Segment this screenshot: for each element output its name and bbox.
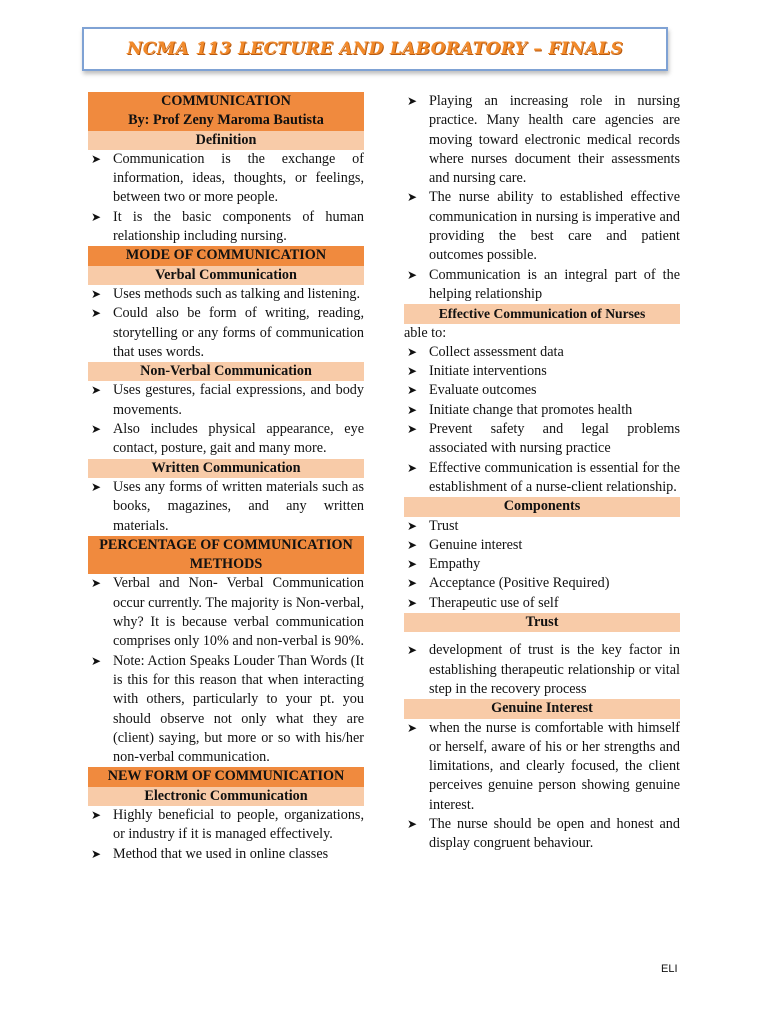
- arrow-bullet-icon: ➤: [91, 286, 102, 301]
- footer-author-mark: ELI: [661, 963, 678, 975]
- arrow-bullet-icon: ➤: [407, 267, 418, 282]
- document-title: NCMA 113 LECTURE AND LABORATORY – FINALS: [126, 39, 624, 59]
- trust-list: [404, 641, 680, 699]
- bullet-item: [88, 806, 364, 845]
- subheader-components: Components: [404, 497, 680, 516]
- bullet-item: [404, 401, 680, 420]
- bullet-text: Also includes physical appearance, eye contact, posture, gait and many more.: [113, 421, 364, 457]
- bullet-text: Genuine interest: [429, 536, 523, 553]
- bullet-item: [88, 574, 364, 651]
- arrow-bullet-icon: ➤: [407, 537, 418, 552]
- arrow-bullet-icon: ➤: [91, 151, 102, 166]
- arrow-bullet-icon: ➤: [407, 383, 418, 398]
- header-title: COMMUNICATION: [161, 93, 291, 109]
- section-header-new-form: NEW FORM OF COMMUNICATION: [88, 767, 364, 786]
- arrow-bullet-icon: ➤: [407, 364, 418, 379]
- arrow-bullet-icon: ➤: [91, 576, 102, 591]
- bullet-text: Method that we used in online classes: [113, 845, 329, 862]
- bullet-item: [88, 208, 364, 247]
- percentage-list: [88, 574, 364, 767]
- bullet-item: [88, 381, 364, 420]
- arrow-bullet-icon: ➤: [407, 402, 418, 417]
- arrow-bullet-icon: ➤: [407, 643, 418, 658]
- bullet-text: Note: Action Speaks Louder Than Words (It is this for this reason that when interacting with others, particularly to your pt. you should observe not only what they are (client) saying, but more or so with his/her non-verbal communication.: [113, 652, 364, 766]
- subheader-written: Written Communication: [88, 459, 364, 478]
- bullet-text: Effective communication is essential for the establishment of a nurse-client relationship.: [429, 459, 680, 495]
- arrow-bullet-icon: ➤: [91, 653, 102, 668]
- bullet-item: [404, 343, 680, 362]
- subheader-genuine-interest: Genuine Interest: [404, 699, 680, 718]
- subheader-effective-communication: Effective Communication of Nurses: [404, 304, 680, 323]
- bullet-item: [404, 815, 680, 854]
- bullet-item: [404, 420, 680, 459]
- bullet-text: Initiate change that promotes health: [429, 401, 633, 418]
- arrow-bullet-icon: ➤: [407, 595, 418, 610]
- electronic-continued-list: [404, 92, 680, 304]
- written-list: [88, 478, 364, 536]
- arrow-bullet-icon: ➤: [91, 807, 102, 822]
- arrow-bullet-icon: ➤: [91, 479, 102, 494]
- bullet-item: [404, 266, 680, 305]
- bullet-text: Initiate interventions: [429, 363, 547, 380]
- bullet-item: [404, 188, 680, 265]
- subheader-trust: Trust: [404, 613, 680, 632]
- bullet-item: [88, 304, 364, 362]
- bullet-text: Could also be form of writing, reading, storytelling or any forms of communication that uses words.: [113, 305, 364, 360]
- bullet-item: [88, 285, 364, 304]
- verbal-list: [88, 285, 364, 362]
- bullet-text: Trust: [429, 517, 459, 534]
- bullet-text: Empathy: [429, 556, 481, 573]
- bullet-text: The nurse ability to established effective communication in nursing is imperative and providing the best care and patient outcomes possible.: [429, 189, 680, 264]
- bullet-item: [404, 92, 680, 188]
- bullet-item: [404, 536, 680, 555]
- bullet-text: Verbal and Non- Verbal Communication occur currently. The majority is Non-verbal, why? It is because verbal communication comprises only 10% and non-verbal is 90%.: [113, 575, 364, 650]
- definition-list: [88, 150, 364, 246]
- bullet-text: Acceptance (Positive Required): [429, 575, 610, 592]
- arrow-bullet-icon: ➤: [407, 720, 418, 735]
- bullet-text: The nurse should be open and honest and display congruent behaviour.: [429, 815, 680, 852]
- bullet-text: Prevent safety and legal problems associated with nursing practice: [429, 421, 680, 457]
- electronic-list: [88, 806, 364, 864]
- bullet-text: Highly beneficial to people, organizations, or industry if it is managed effectively.: [113, 806, 364, 843]
- bullet-item: [88, 150, 364, 208]
- bullet-text: Uses any forms of written materials such as books, magazines, and any written materials.: [113, 478, 364, 534]
- arrow-bullet-icon: ➤: [407, 557, 418, 572]
- arrow-bullet-icon: ➤: [91, 209, 102, 224]
- bullet-text: Uses gestures, facial expressions, and body movements.: [113, 382, 364, 418]
- bullet-item: [404, 362, 680, 381]
- effective-intro: able to:: [404, 324, 447, 341]
- effective-list: [404, 343, 680, 497]
- arrow-bullet-icon: ➤: [407, 816, 418, 831]
- arrow-bullet-icon: ➤: [407, 190, 418, 205]
- arrow-bullet-icon: ➤: [91, 422, 102, 437]
- title-box: [82, 27, 668, 71]
- section-header-mode: MODE OF COMMUNICATION: [88, 246, 364, 265]
- arrow-bullet-icon: ➤: [407, 576, 418, 591]
- bullet-item: [404, 555, 680, 574]
- bullet-item: [88, 845, 364, 864]
- bullet-item: [88, 478, 364, 536]
- header-author: By: Prof Zeny Maroma Bautista: [128, 112, 324, 129]
- arrow-bullet-icon: ➤: [407, 518, 418, 533]
- bullet-item: [404, 517, 680, 536]
- bullet-item: [404, 641, 680, 699]
- subheader-verbal: Verbal Communication: [88, 266, 364, 285]
- bullet-text: Collect assessment data: [429, 343, 564, 360]
- bullet-text: Playing an increasing role in nursing practice. Many health care agencies are moving toward electronic medical records where nurses document their assessments and nursing care.: [429, 93, 680, 187]
- bullet-text: It is the basic components of human relationship including nursing.: [113, 208, 364, 245]
- bullet-item: [404, 594, 680, 613]
- arrow-bullet-icon: ➤: [91, 846, 102, 861]
- section-header-communication: [88, 92, 364, 131]
- bullet-text: Therapeutic use of self: [429, 594, 559, 611]
- arrow-bullet-icon: ➤: [407, 422, 418, 437]
- section-header-percentage: PERCENTAGE OF COMMUNICATION METHODS: [88, 536, 364, 575]
- arrow-bullet-icon: ➤: [407, 94, 418, 108]
- arrow-bullet-icon: ➤: [91, 306, 102, 321]
- bullet-text: when the nurse is comfortable with himself or herself, aware of his or her strengths and limitations, and clearly focused, the client perceives genuine person showing genuine interest.: [429, 719, 680, 813]
- arrow-bullet-icon: ➤: [407, 344, 418, 359]
- bullet-item: [88, 652, 364, 768]
- bullet-item: [404, 574, 680, 593]
- right-column: [404, 92, 680, 854]
- bullet-text: Communication is the exchange of information, ideas, thoughts, or feelings, between two or more people.: [113, 150, 364, 206]
- genuine-interest-list: [404, 719, 680, 854]
- subheader-electronic: Electronic Communication: [88, 787, 364, 806]
- arrow-bullet-icon: ➤: [91, 383, 102, 398]
- nonverbal-list: [88, 381, 364, 458]
- arrow-bullet-icon: ➤: [407, 460, 418, 475]
- subheader-nonverbal: Non-Verbal Communication: [88, 362, 364, 381]
- bullet-item: [88, 420, 364, 459]
- bullet-item: [404, 459, 680, 498]
- bullet-text: Evaluate outcomes: [429, 382, 537, 399]
- components-list: [404, 517, 680, 613]
- spacer: [404, 632, 680, 641]
- bullet-item: [404, 381, 680, 400]
- bullet-text: development of trust is the key factor in establishing therapeutic relationship or vital step in the recovery process: [429, 642, 680, 697]
- bullet-item: [404, 719, 680, 815]
- bullet-text: Uses methods such as talking and listening.: [113, 285, 361, 302]
- left-column: [88, 92, 364, 864]
- bullet-text: Communication is an integral part of the helping relationship: [429, 266, 680, 302]
- subheader-definition: Definition: [88, 131, 364, 150]
